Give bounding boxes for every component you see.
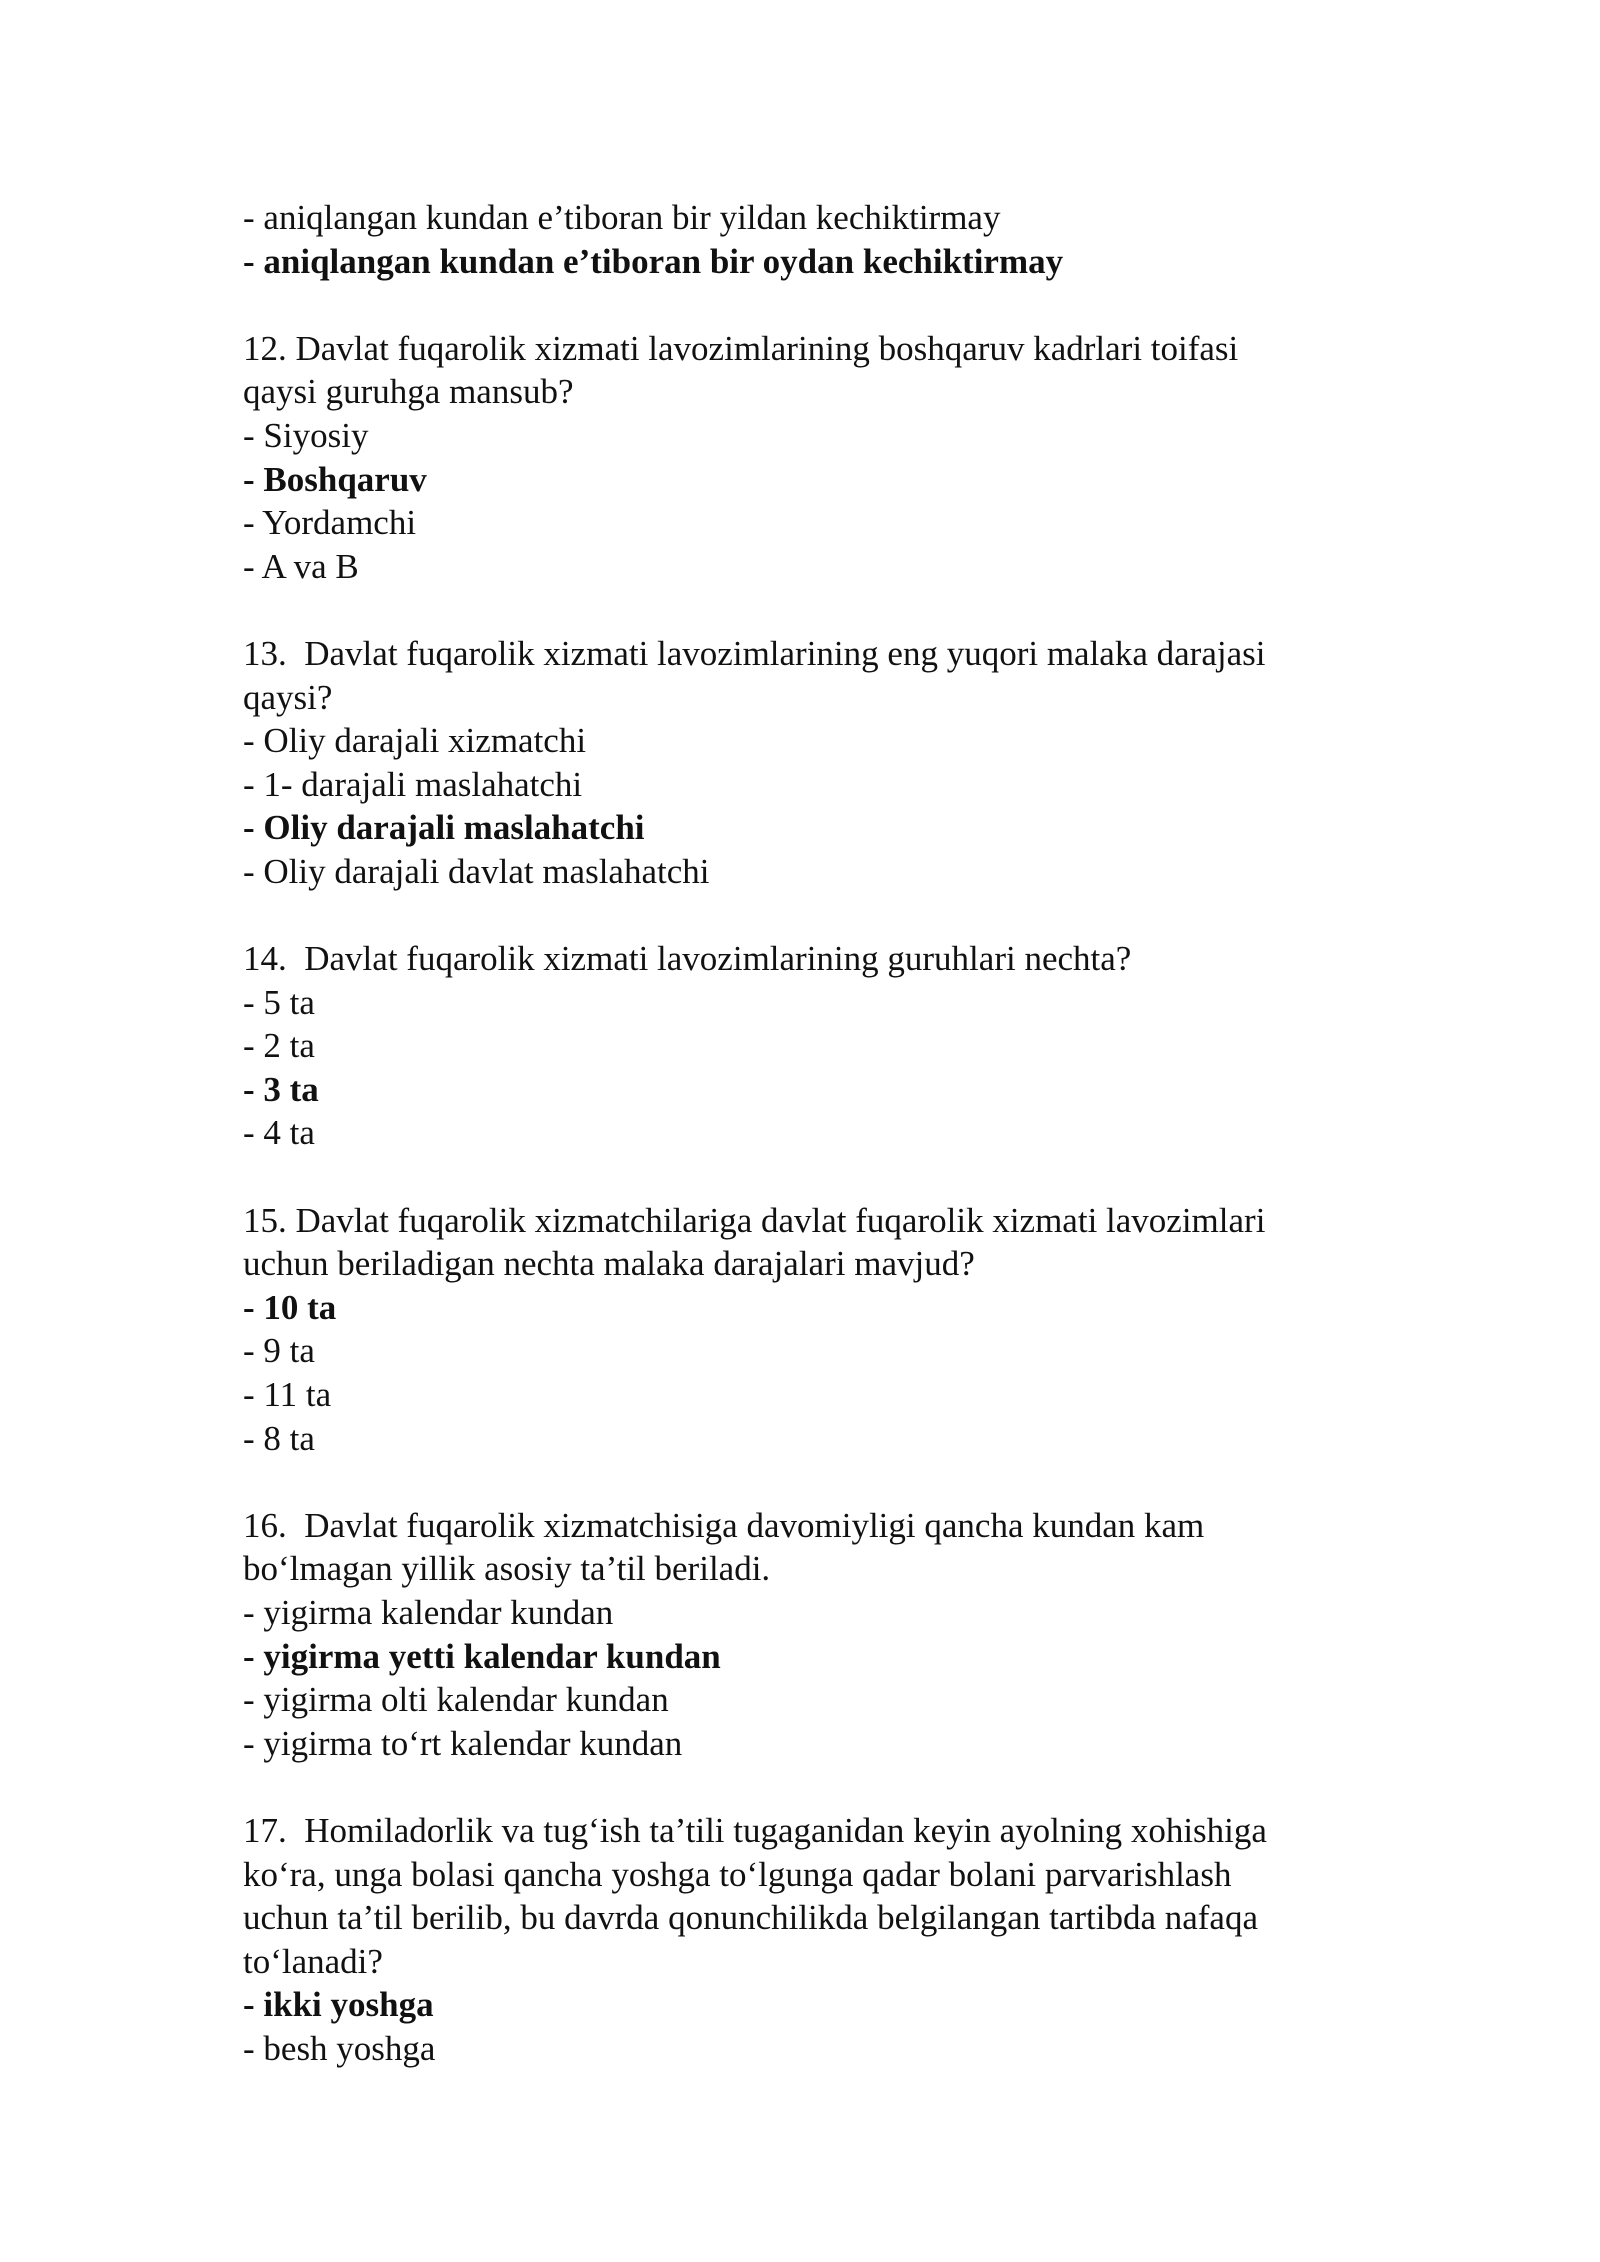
answer-option: - 9 ta [243, 1331, 315, 1371]
correct-answer-option: - 3 ta [243, 1069, 319, 1109]
question-text: 15. Davlat fuqarolik xizmatchilariga davlat fuqarolik xizmati lavozimlari [243, 1200, 1266, 1240]
answer-option: - Oliy darajali xizmatchi [243, 721, 587, 761]
answer-option: - aniqlangan kundan e’tiboran bir yildan kechiktirmay [243, 198, 1001, 237]
correct-answer-option: - ikki yoshga [243, 1985, 434, 2025]
answer-option: - 5 ta [243, 982, 315, 1022]
blank-line [243, 1460, 1383, 1504]
blank-line [243, 588, 1383, 632]
answer-option: - 2 ta [243, 1026, 315, 1066]
answer-option: - yigirma kalendar kundan [243, 1593, 614, 1632]
question-text: qaysi guruhga mansub? [243, 372, 574, 412]
answer-option: - Yordamchi [243, 503, 417, 543]
blank-line [243, 283, 1383, 327]
question-text: uchun beriladigan nechta malaka darajalari mavjud? [243, 1244, 975, 1284]
question-text: to‘lanadi? [243, 1941, 383, 1981]
correct-answer-option: - yigirma yetti kalendar kundan [243, 1636, 721, 1676]
answer-option: - 4 ta [243, 1113, 315, 1153]
question-text: 16. Davlat fuqarolik xizmatchisiga davomiyligi qancha kundan kam [243, 1505, 1205, 1545]
answer-option: - A va B [243, 546, 359, 586]
correct-answer-option: - Oliy darajali maslahatchi [243, 808, 645, 848]
question-text: 12. Davlat fuqarolik xizmati lavozimlarining boshqaruv kadrlari toifasi [243, 328, 1239, 368]
answer-option: - besh yoshga [243, 2028, 436, 2068]
answer-option: - yigirma olti kalendar kundan [243, 1680, 669, 1720]
answer-option: - 1- darajali maslahatchi [243, 764, 583, 804]
answer-option: - Siyosiy [243, 415, 369, 455]
question-text: bo‘lmagan yillik asosiy ta’til beriladi. [243, 1549, 771, 1589]
answer-option: - 8 ta [243, 1418, 315, 1458]
question-text: 13. Davlat fuqarolik xizmati lavozimlarining eng yuqori malaka darajasi [243, 633, 1266, 673]
blank-line [243, 1155, 1383, 1199]
correct-answer-option: - Boshqaruv [243, 459, 427, 499]
correct-answer-option: - 10 ta [243, 1287, 337, 1327]
blank-line [243, 894, 1383, 938]
answer-option: - Oliy darajali davlat maslahatchi [243, 851, 710, 891]
question-text: 17. Homiladorlik va tug‘ish ta’tili tugaganidan keyin ayolning xohishiga [243, 1810, 1267, 1850]
question-text: uchun ta’til berilib, bu davrda qonunchilikda belgilangan tartibda nafaqa [243, 1898, 1258, 1938]
question-text: qaysi? [243, 677, 333, 717]
answer-option: - 11 ta [243, 1375, 332, 1415]
question-text: ko‘ra, unga bolasi qancha yoshga to‘lgunga qadar bolani parvarishlash [243, 1854, 1232, 1894]
blank-line [243, 1765, 1383, 1809]
document-content [243, 196, 1383, 2071]
question-text: 14. Davlat fuqarolik xizmati lavozimlarining guruhlari nechta? [243, 939, 1132, 979]
answer-option: - yigirma to‘rt kalendar kundan [243, 1723, 683, 1763]
correct-answer-option: - aniqlangan kundan e’tiboran bir oydan kechiktirmay [243, 241, 1064, 281]
